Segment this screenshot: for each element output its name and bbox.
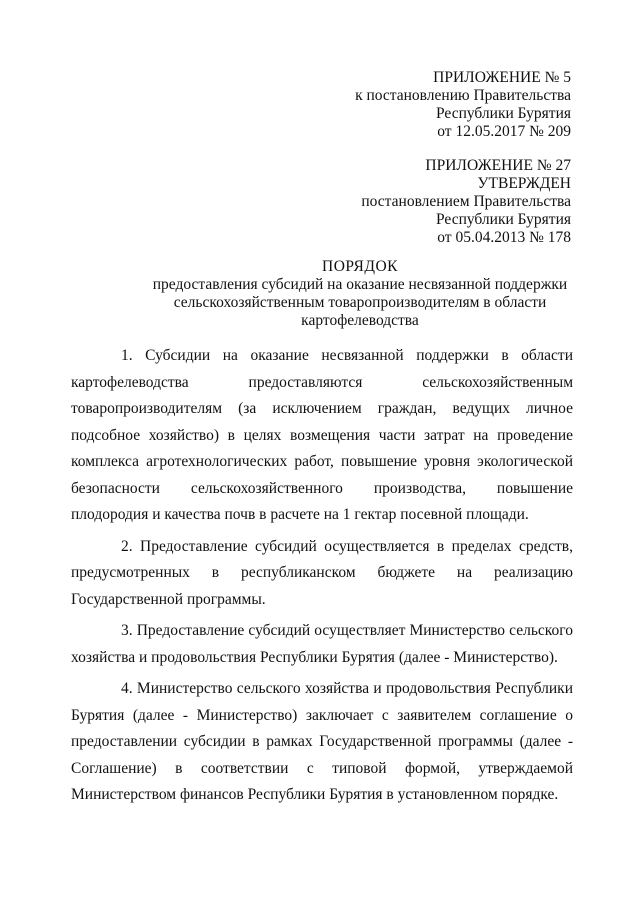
annex-date-number: от 05.04.2013 № 178 (437, 229, 571, 246)
annex-authority: Республики Бурятия (436, 105, 571, 122)
document-title: ПОРЯДОК (322, 258, 398, 275)
annex-header-current (355, 69, 571, 141)
paragraph: 3. Предоставление субсидий осуществляет Министерство сельского хозяйства и продовольствия Республики Бурятия (далее - Министерство). (71, 622, 573, 666)
annex-number: ПРИЛОЖЕНИЕ № 27 (425, 157, 571, 174)
approval-stamp-text: УТВЕРЖДЕН (477, 175, 571, 192)
paragraph: 4. Министерство сельского хозяйства и продовольствия Республики Бурятия (далее - Министерство) заключает с заявителем соглашение о предоставлении субсидии в рамках Государственной программы (далее - Соглашение) в соответствии с типовой формой, утверждаемой Министерством финансов Республики Бурятия в установленном порядке. (71, 680, 573, 803)
document-subtitle-line: предоставления субсидий на оказание несвязанной поддержки (152, 276, 568, 293)
document-subtitle-line: картофелеводства (301, 312, 419, 329)
document-subtitle-line: сельскохозяйственным товаропроизводителям в области (173, 294, 547, 311)
annex-header-original (361, 157, 571, 247)
document-body (71, 343, 573, 814)
paragraph: 2. Предоставление субсидий осуществляется в пределах средств, предусмотренных в республиканском бюджете на реализацию Государственной программы. (71, 537, 573, 608)
annex-reference: постановлением Правительства (361, 193, 571, 210)
annex-authority: Республики Бурятия (436, 211, 571, 228)
annex-number: ПРИЛОЖЕНИЕ № 5 (433, 69, 571, 86)
paragraph: 1. Субсидии на оказание несвязанной поддержки в области картофелеводства предоставляются сельскохозяйственным товаропроизводителям (за исключением граждан, ведущих личное подсобное хозяйство) в целях возмещения части затрат на проведение комплекса агротехнологических работ, повышение уровня экологической безопасности сельскохозяйственного производства, повышение плодородия и качества почв в расчете на 1 гектар посевной площади. (71, 347, 573, 523)
document-title-block (100, 258, 620, 330)
annex-reference: к постановлению Правительства (355, 87, 571, 104)
annex-date-number: от 12.05.2017 № 209 (437, 123, 571, 140)
